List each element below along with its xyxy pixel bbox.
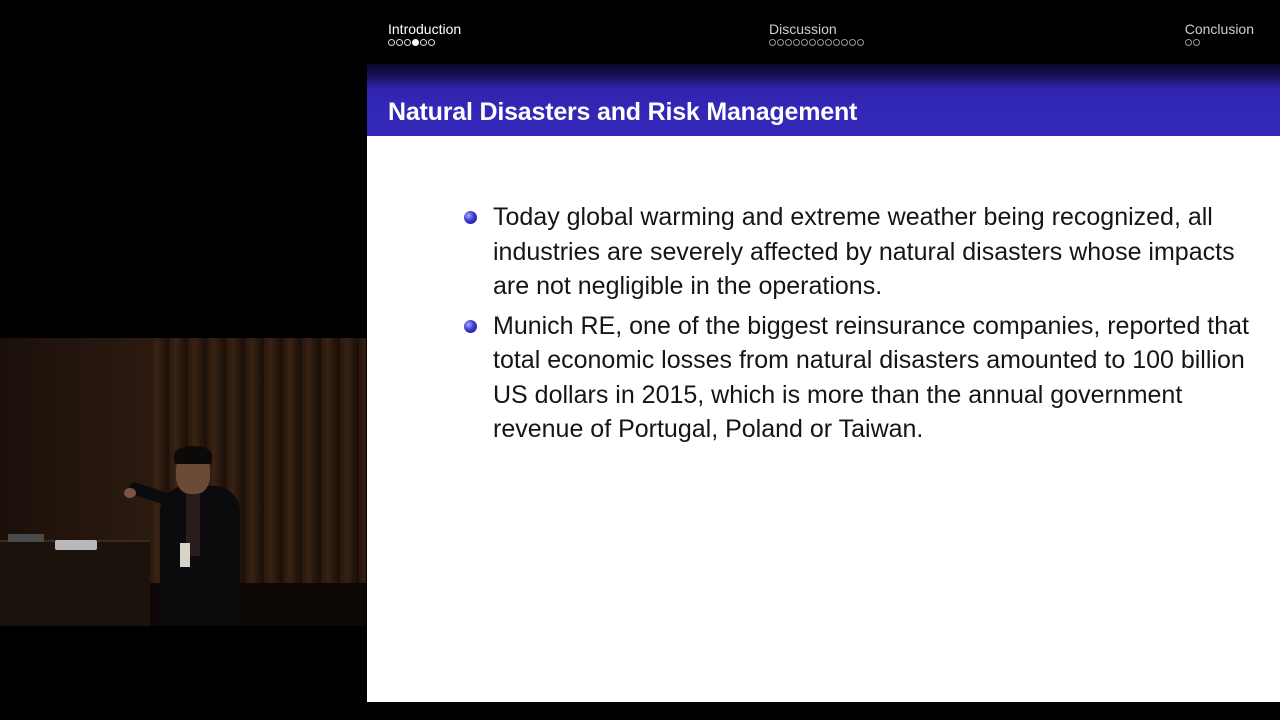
nav-section-conclusion[interactable] — [1185, 21, 1254, 46]
nav-frame-dot[interactable] — [841, 39, 848, 46]
nav-frame-dot[interactable] — [777, 39, 784, 46]
speaker-badge — [180, 543, 190, 567]
title-bar-shadow — [367, 64, 1280, 88]
nav-frame-dot[interactable] — [388, 39, 395, 46]
podium — [0, 540, 150, 626]
bullet-list — [457, 200, 1257, 452]
nav-section-dots — [388, 39, 461, 46]
nav-section-title: Conclusion — [1184, 21, 1254, 37]
nav-frame-dot[interactable] — [857, 39, 864, 46]
bullet-icon — [464, 211, 477, 224]
laptop — [8, 534, 44, 542]
slide-navigation-bar — [367, 0, 1280, 64]
nav-frame-dot[interactable] — [1193, 39, 1200, 46]
laptop-screen — [55, 540, 97, 550]
nav-frame-dot[interactable] — [809, 39, 816, 46]
nav-frame-dot[interactable] — [420, 39, 427, 46]
bullet-text: Munich RE, one of the biggest reinsurance companies, reported that total economic losses from natural disasters amounted to 100 billion US dollars in 2015, which is more than the annual government revenue of Portugal, Poland or Taiwan. — [493, 311, 1249, 443]
speaker — [160, 486, 240, 626]
nav-frame-dot[interactable] — [801, 39, 808, 46]
nav-frame-dot[interactable] — [396, 39, 403, 46]
speaker-hair — [174, 446, 212, 464]
nav-section-title: Introduction — [388, 21, 462, 37]
bullet-item — [457, 309, 1257, 447]
nav-frame-dot[interactable] — [404, 39, 411, 46]
nav-frame-dot[interactable] — [849, 39, 856, 46]
bullet-text: Today global warming and extreme weather being recognized, all industries are severely affected by natural disasters whose impacts are not negligible in the operations. — [493, 203, 1235, 300]
nav-frame-dot[interactable] — [428, 39, 435, 46]
nav-frame-dot[interactable] — [793, 39, 800, 46]
nav-frame-dot[interactable] — [785, 39, 792, 46]
slide-title: Natural Disasters and Risk Management — [388, 98, 858, 126]
nav-section-title: Discussion — [769, 21, 837, 37]
nav-frame-dot[interactable] — [769, 39, 776, 46]
nav-section-discussion[interactable] — [769, 21, 864, 46]
nav-section-dots — [769, 39, 864, 46]
nav-frame-dot[interactable] — [817, 39, 824, 46]
nav-section-introduction[interactable] — [388, 21, 461, 46]
nav-current-frame-dot[interactable] — [412, 39, 419, 46]
presentation-slide — [367, 0, 1280, 702]
nav-section-dots — [1185, 39, 1254, 46]
nav-frame-dot[interactable] — [1185, 39, 1192, 46]
bullet-item — [457, 200, 1257, 304]
slide-title-bar — [367, 64, 1280, 136]
bullet-icon — [464, 320, 477, 333]
nav-frame-dot[interactable] — [825, 39, 832, 46]
speaker-video — [0, 338, 366, 626]
nav-frame-dot[interactable] — [833, 39, 840, 46]
speaker-hand — [124, 488, 136, 498]
